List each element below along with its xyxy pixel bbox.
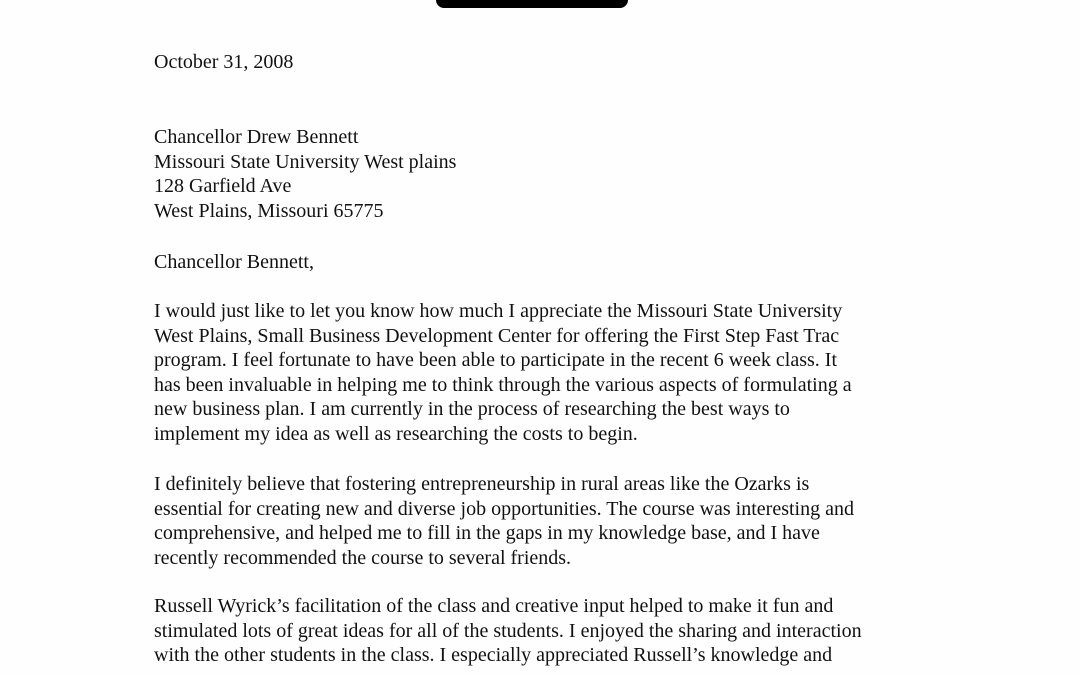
paragraph1-line: program. I feel fortunate to have been able to participate in the recent 6 week class. It: [154, 349, 838, 371]
paragraph2-line: recently recommended the course to several friends.: [154, 547, 572, 569]
paragraph1-line: I would just like to let you know how much I appreciate the Missouri State University: [154, 300, 843, 322]
salutation: Chancellor Bennett,: [154, 251, 314, 273]
paragraph3-line: Russell Wyrick’s facilitation of the class and creative input helped to make it fun and: [154, 595, 834, 617]
paragraph2-line: comprehensive, and helped me to fill in the gaps in my knowledge base, and I have: [154, 522, 820, 544]
recipient-city: West Plains, Missouri 65775: [154, 200, 384, 222]
redaction-bar: [436, 0, 628, 8]
paragraph3-line: stimulated lots of great ideas for all of the students. I enjoyed the sharing and interaction: [154, 620, 862, 642]
paragraph3-line: with the other students in the class. I especially appreciated Russell’s knowledge and: [154, 644, 833, 666]
paragraph1-line: has been invaluable in helping me to think through the various aspects of formulating a: [154, 374, 852, 396]
recipient-institution: Missouri State University West plains: [154, 151, 457, 173]
paragraph1-line: implement my idea as well as researching the costs to begin.: [154, 423, 638, 445]
paragraph1-line: new business plan. I am currently in the process of researching the best ways to: [154, 398, 790, 420]
recipient-name: Chancellor Drew Bennett: [154, 126, 359, 148]
paragraph1-line: West Plains, Small Business Development Center for offering the First Step Fast Trac: [154, 325, 840, 347]
paragraph2-line: essential for creating new and diverse job opportunities. The course was interesting and: [154, 498, 854, 520]
recipient-street: 128 Garfield Ave: [154, 175, 292, 197]
paragraph2-line: I definitely believe that fostering entrepreneurship in rural areas like the Ozarks is: [154, 473, 810, 495]
letter-date: October 31, 2008: [154, 51, 294, 73]
